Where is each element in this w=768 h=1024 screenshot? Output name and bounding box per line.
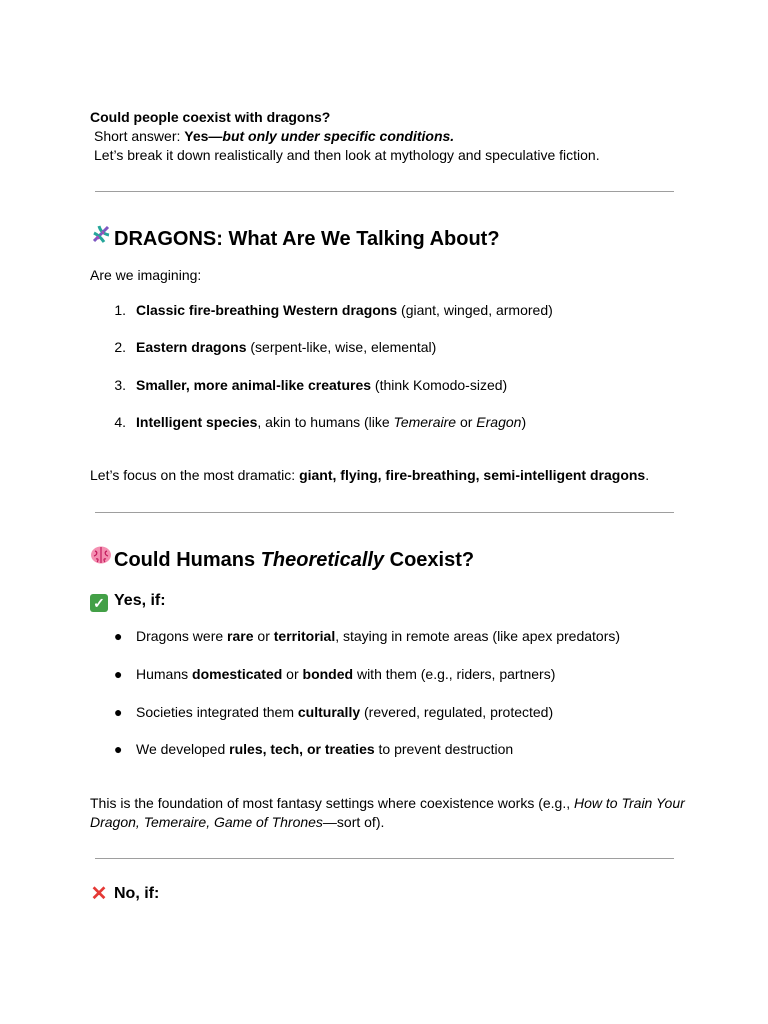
bullet-item xyxy=(136,703,553,722)
short-answer xyxy=(94,127,454,146)
bullet-text: or xyxy=(282,666,303,682)
list-item-bold: Eastern dragons xyxy=(136,339,247,355)
bullet-text: or xyxy=(253,628,274,644)
bullet-bold: rare xyxy=(227,628,254,644)
list-item xyxy=(136,376,507,395)
intro-breakdown: Let’s break it down realistically and then look at mythology and speculative fiction. xyxy=(94,147,600,163)
section1-lead: Are we imagining: xyxy=(90,267,202,283)
brain-icon xyxy=(90,544,114,573)
section1-focus xyxy=(90,466,649,485)
foundation-line-1 xyxy=(90,794,685,813)
bullet-bold: territorial xyxy=(273,628,336,644)
intro-question: Could people coexist with dragons? xyxy=(90,109,331,125)
list-number: 1. xyxy=(114,302,126,318)
heading-italic: Theoretically xyxy=(260,549,385,571)
divider xyxy=(95,191,674,192)
bullet-item xyxy=(136,665,555,684)
title-eragon: Eragon xyxy=(476,414,522,430)
bullet-dot: ● xyxy=(114,741,123,757)
section-heading-coexist xyxy=(90,544,474,573)
divider xyxy=(95,512,674,513)
bullet-item xyxy=(136,627,620,646)
list-item-rest: (giant, winged, armored) xyxy=(397,302,553,318)
focus-end: . xyxy=(645,467,650,483)
bullet-text: to prevent destruction xyxy=(374,741,514,757)
bullet-text: with them (e.g., riders, partners) xyxy=(353,666,556,682)
bullet-text: Societies integrated them xyxy=(136,704,298,720)
list-item-end: ) xyxy=(521,414,527,430)
bullet-text: , staying in remote areas (like apex predators) xyxy=(335,628,621,644)
bullet-dot: ● xyxy=(114,666,123,682)
foundation-title-1: How to Train Your xyxy=(574,795,685,811)
short-answer-prefix: Short answer: xyxy=(94,128,185,144)
list-item xyxy=(136,413,526,432)
bullet-bold: bonded xyxy=(302,666,354,682)
list-item-bold: Intelligent species xyxy=(136,414,258,430)
yes-heading-text: Yes, if: xyxy=(114,592,166,609)
list-number: 2. xyxy=(114,339,126,355)
heading-post: Coexist? xyxy=(384,549,475,571)
heading-pre: Could Humans xyxy=(114,549,261,571)
section-heading-dragons xyxy=(90,223,500,252)
list-number: 4. xyxy=(114,414,126,430)
focus-prefix: Let’s focus on the most dramatic: xyxy=(90,467,300,483)
bullet-text: We developed xyxy=(136,741,230,757)
foundation-end: —sort of). xyxy=(322,814,385,830)
short-answer-yes: Yes— xyxy=(184,128,223,144)
focus-bold: giant, flying, fire-breathing, semi-intelligent dragons xyxy=(299,467,646,483)
divider xyxy=(95,858,674,859)
short-answer-conditions: but only under specific conditions. xyxy=(222,128,455,144)
check-icon: ✓ xyxy=(90,594,108,612)
foundation-pre: This is the foundation of most fantasy settings where coexistence works (e.g., xyxy=(90,795,575,811)
title-temeraire: Temeraire xyxy=(393,414,457,430)
dna-icon xyxy=(90,223,114,252)
bullet-dot: ● xyxy=(114,628,123,644)
no-heading xyxy=(90,883,159,905)
list-item-rest: (serpent-like, wise, elemental) xyxy=(246,339,437,355)
list-item-bold: Smaller, more animal-like creatures xyxy=(136,377,372,393)
bullet-text: Dragons were xyxy=(136,628,228,644)
bullet-bold: culturally xyxy=(297,704,361,720)
list-item-or: or xyxy=(456,414,477,430)
no-heading-text: No, if: xyxy=(114,885,160,902)
list-item-rest: (think Komodo-sized) xyxy=(371,377,508,393)
bullet-bold: domesticated xyxy=(192,666,283,682)
list-item-rest: , akin to humans (like xyxy=(257,414,394,430)
section-heading-text: DRAGONS: What Are We Talking About? xyxy=(114,228,500,250)
bullet-dot: ● xyxy=(114,704,123,720)
list-item xyxy=(136,338,436,357)
bullet-text: (revered, regulated, protected) xyxy=(360,704,554,720)
list-item-bold: Classic fire-breathing Western dragons xyxy=(136,302,398,318)
foundation-line-2 xyxy=(90,813,384,832)
bullet-bold: rules, tech, or treaties xyxy=(229,741,375,757)
list-item xyxy=(136,301,553,320)
bullet-text: Humans xyxy=(136,666,193,682)
list-number: 3. xyxy=(114,377,126,393)
cross-icon: ✕ xyxy=(90,883,108,905)
foundation-titles: Dragon, Temeraire, Game of Thrones xyxy=(90,814,323,830)
yes-heading xyxy=(90,590,166,612)
bullet-item xyxy=(136,740,513,759)
